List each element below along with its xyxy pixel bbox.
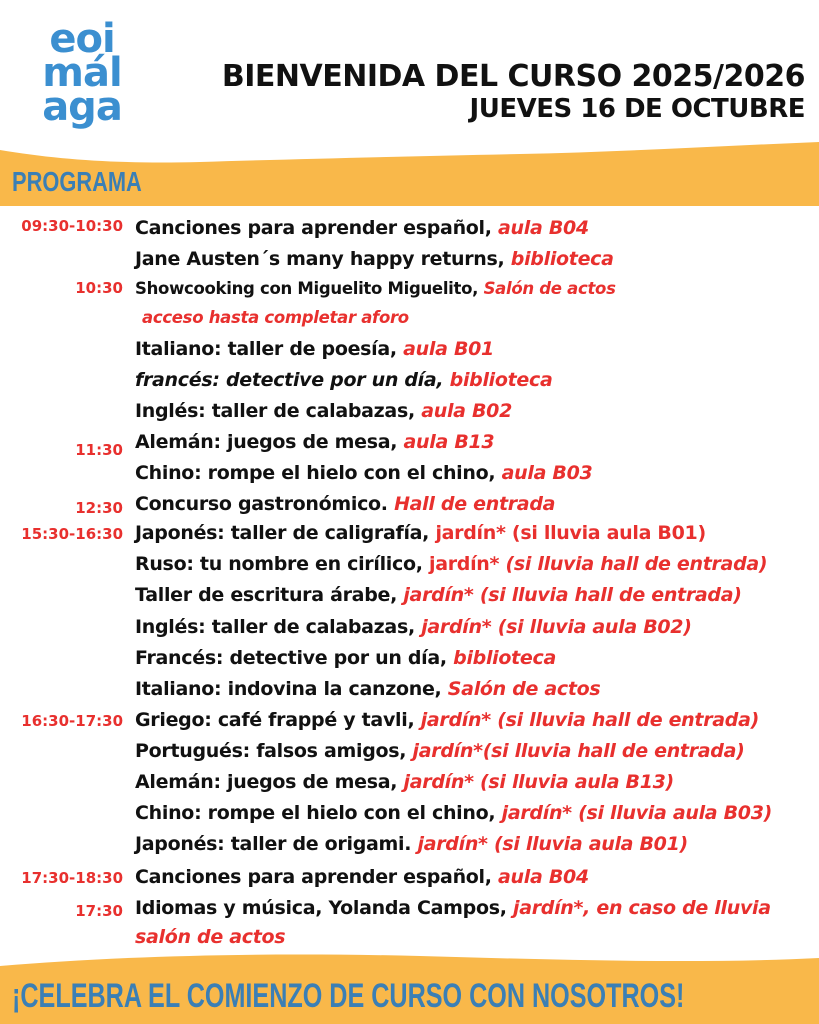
schedule-time: 12:30	[75, 499, 123, 517]
schedule-activity: Japonés: taller de caligrafía, jardín* (si lluvia aula B01)	[135, 522, 706, 544]
schedule-location: (si lluvia hall de entrada)	[505, 553, 768, 575]
schedule-location: aula B03	[501, 462, 593, 484]
section-label-programa: PROGRAMA	[12, 166, 142, 197]
schedule-location: Salón de actos	[483, 279, 616, 298]
schedule-activity: Ruso: tu nombre en cirílico, jardín* (si lluvia hall de entrada)	[135, 553, 768, 575]
schedule-row	[0, 709, 819, 739]
page-title: BIENVENIDA DEL CURSO 2025/2026	[221, 59, 805, 94]
schedule-row	[0, 553, 819, 583]
schedule-location: jardín* (si lluvia aula B03)	[501, 802, 773, 824]
schedule-row	[0, 522, 819, 552]
schedule-note: acceso hasta completar aforo	[142, 308, 409, 327]
schedule-location: biblioteca	[449, 369, 553, 391]
schedule-activity: Alemán: juegos de mesa, aula B13	[135, 431, 495, 453]
schedule-location: aula B04	[498, 866, 589, 888]
schedule-activity: Canciones para aprender español, aula B04	[135, 217, 589, 239]
schedule-activity: Japonés: taller de origami. jardín* (si lluvia aula B01)	[135, 833, 688, 855]
schedule-location: Hall de entrada	[394, 493, 556, 515]
schedule-row	[0, 802, 819, 832]
schedule-row	[0, 647, 819, 677]
schedule-row	[0, 369, 819, 399]
schedule-row	[0, 217, 819, 247]
schedule-location: biblioteca	[453, 647, 556, 669]
schedule-activity: Canciones para aprender español, aula B04	[135, 866, 589, 888]
logo-line-1: eoi	[49, 16, 115, 62]
schedule-time: 17:30	[75, 902, 123, 920]
schedule-time: 16:30-17:30	[21, 712, 123, 730]
footer-slogan: ¡CELEBRA EL COMIENZO DE CURSO CON NOSOTROS!	[12, 977, 685, 1015]
schedule-location: jardín* (si lluvia aula B01)	[435, 522, 706, 544]
eoi-malaga-logo	[28, 16, 136, 130]
schedule-location: jardín*, en caso de lluvia	[512, 897, 771, 919]
schedule-row	[0, 833, 819, 863]
logo-line-3: aga	[42, 84, 122, 130]
header-title-block	[222, 60, 805, 124]
schedule-activity: Chino: rompe el hielo con el chino, aula B03	[135, 462, 593, 484]
schedule-row	[0, 678, 819, 708]
schedule-time: 09:30-10:30	[21, 217, 123, 235]
schedule-activity: Idiomas y música, Yolanda Campos, jardín*, en caso de lluvia	[135, 897, 771, 919]
schedule-activity: Griego: café frappé y tavli, jardín* (si lluvia hall de entrada)	[135, 709, 759, 731]
schedule-row	[0, 584, 819, 614]
schedule-activity: Showcooking con Miguelito Miguelito, Salón de actos	[135, 279, 616, 298]
schedule-time: 11:30	[75, 441, 123, 459]
schedule-row	[0, 616, 819, 646]
schedule-row	[0, 771, 819, 801]
schedule-time: 10:30	[75, 279, 123, 297]
schedule-row	[0, 248, 819, 278]
schedule-location: jardín*	[428, 553, 500, 575]
schedule-location: jardín* (si lluvia aula B01)	[417, 833, 688, 855]
schedule-activity: Inglés: taller de calabazas, aula B02	[135, 400, 513, 422]
schedule-row	[0, 740, 819, 770]
schedule-location: biblioteca	[510, 248, 614, 270]
schedule-activity: Italiano: indovina la canzone, Salón de actos	[135, 678, 601, 700]
schedule-location: Salón de actos	[447, 678, 601, 700]
schedule-time: 15:30-16:30	[21, 525, 123, 543]
schedule-row	[0, 279, 819, 309]
schedule-activity: Inglés: taller de calabazas, jardín* (si lluvia aula B02)	[135, 616, 692, 638]
schedule-activity: Portugués: falsos amigos, jardín*(si lluvia hall de entrada)	[135, 740, 745, 762]
schedule-row	[0, 866, 819, 896]
schedule-row	[0, 897, 819, 927]
schedule-activity: Alemán: juegos de mesa, jardín* (si lluvia aula B13)	[135, 771, 674, 793]
schedule-time: 17:30-18:30	[21, 869, 123, 887]
schedule-location: aula B13	[403, 431, 495, 453]
schedule-location: jardín* (si lluvia aula B02)	[421, 616, 692, 638]
schedule-location: jardín* (si lluvia hall de entrada)	[403, 584, 742, 606]
schedule-row	[0, 462, 819, 492]
schedule-location: jardín*(si lluvia hall de entrada)	[412, 740, 745, 762]
schedule-row	[0, 431, 819, 461]
schedule-activity: Concurso gastronómico. Hall de entrada	[135, 493, 556, 515]
schedule-row	[0, 338, 819, 368]
schedule-location: aula B04	[498, 217, 589, 239]
schedule-activity: Italiano: taller de poesía, aula B01	[135, 338, 494, 360]
schedule-activity: Jane Austen´s many happy returns, biblioteca	[135, 248, 614, 270]
schedule-location: jardín* (si lluvia hall de entrada)	[420, 709, 759, 731]
schedule-location: aula B01	[403, 338, 494, 360]
schedule-row	[0, 308, 819, 338]
schedule-note: salón de actos	[135, 926, 286, 948]
schedule-row	[0, 493, 819, 523]
schedule-location: jardín* (si lluvia aula B13)	[403, 771, 674, 793]
logo-line-2: mál	[42, 50, 122, 96]
schedule-activity: francés: detective por un día, biblioteca	[135, 369, 553, 391]
schedule-activity: Taller de escritura árabe, jardín* (si lluvia hall de entrada)	[135, 584, 742, 606]
schedule-activity: Chino: rompe el hielo con el chino, jardín* (si lluvia aula B03)	[135, 802, 773, 824]
schedule-row	[0, 400, 819, 430]
schedule-activity: Francés: detective por un día, biblioteca	[135, 647, 556, 669]
event-date: JUEVES 16 DE OCTUBRE	[469, 94, 805, 124]
schedule-location: aula B02	[421, 400, 513, 422]
